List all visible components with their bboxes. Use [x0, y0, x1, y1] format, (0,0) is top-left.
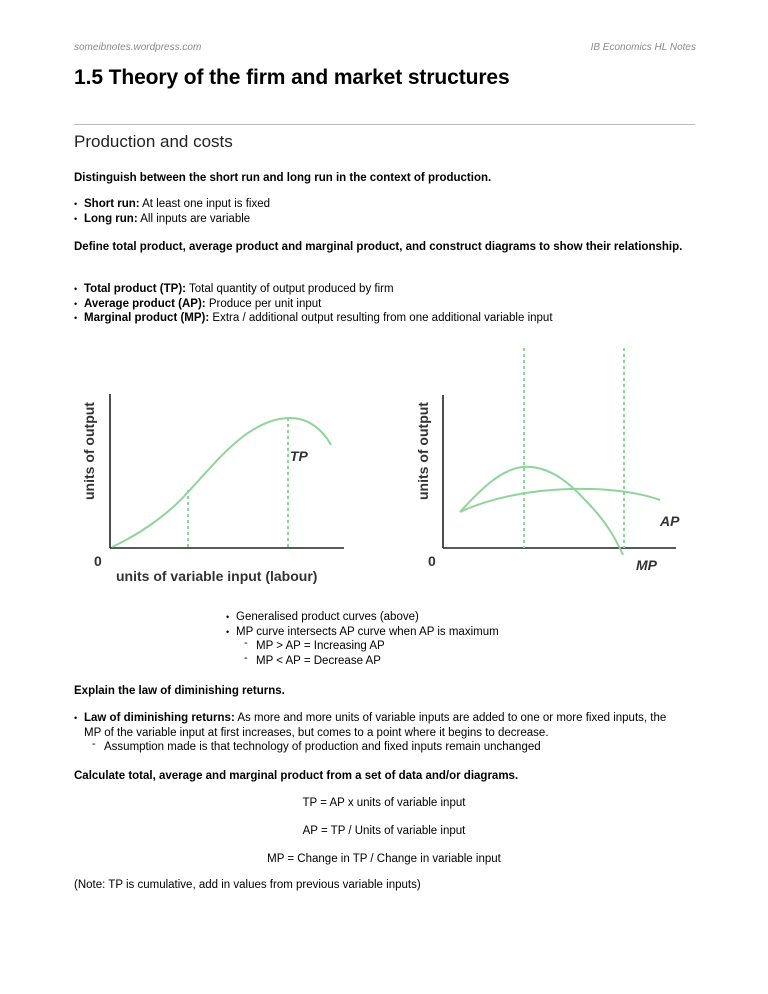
term: Long run: [84, 212, 138, 225]
sub-item: - MP < AP = Decrease AP [226, 654, 499, 669]
law-list [74, 711, 684, 755]
question-product-definitions: Define total product, average product and marginal product, and construct diagrams to show their relationship. [74, 241, 683, 253]
ap-mp-diagram [410, 340, 690, 590]
section-heading: Production and costs [74, 132, 233, 151]
list-item [74, 197, 270, 212]
page-title: 1.5 Theory of the firm and market structures [74, 66, 510, 89]
sub-item: - MP > AP = Increasing AP [226, 639, 499, 654]
question-calculate-products: Calculate total, average and marginal product from a set of data and/or diagrams. [74, 770, 519, 782]
list-item [74, 311, 553, 326]
ap-mp-y-axis-label: units of output [415, 402, 431, 500]
tp-origin-label: 0 [94, 553, 102, 569]
list-item [74, 297, 553, 312]
runs-list [74, 197, 270, 226]
list-item: • Generalised product curves (above) [226, 610, 499, 625]
diagram-notes [226, 610, 499, 668]
tp-note: (Note: TP is cumulative, add in values from previous variable inputs) [74, 879, 421, 891]
definition: All inputs are variable [137, 212, 251, 225]
term: Law of diminishing returns: [84, 712, 235, 724]
sub-item: - Assumption made is that technology of production and fixed inputs remain unchanged [74, 740, 684, 755]
section-divider [74, 124, 695, 125]
formula-mp: MP = Change in TP / Change in variable input [267, 853, 501, 865]
term: Average product (AP): [84, 297, 206, 310]
tp-diagram [78, 340, 358, 590]
tp-curve-label: TP [290, 448, 308, 464]
list-item: • MP curve intersects AP curve when AP is maximum [226, 625, 499, 640]
term: Short run: [84, 198, 140, 210]
ap-mp-axes [443, 395, 676, 548]
tp-x-axis-label: units of variable input (labour) [116, 568, 318, 584]
tp-axes [110, 394, 344, 548]
definition: As more and more units of variable inputs are added to one or more fixed inputs, the MP of the variable input at first increases, but comes to a point where it begins to decrease. [84, 712, 667, 739]
tp-y-axis-label: units of output [81, 402, 97, 500]
notes-label: IB Economics HL Notes [590, 42, 696, 53]
definition: At least one input is fixed [139, 198, 270, 210]
list-item [74, 212, 270, 227]
site-url: someibnotes.wordpress.com [74, 42, 202, 53]
mp-curve [460, 467, 623, 555]
formula-ap: AP = TP / Units of variable input [302, 825, 466, 837]
list-item [74, 711, 684, 740]
formula-tp: TP = AP x units of variable input [302, 797, 466, 809]
question-diminishing-returns: Explain the law of diminishing returns. [74, 685, 285, 697]
question-short-long-run: Distinguish between the short run and long run in the context of production. [74, 172, 492, 184]
products-list [74, 282, 553, 326]
list-item [74, 282, 553, 297]
definition: Total quantity of output produced by firm [186, 283, 394, 295]
ap-curve-label: AP [660, 513, 680, 529]
mp-curve-label: MP [636, 557, 657, 573]
term: Total product (TP): [84, 283, 186, 295]
tp-curve [112, 418, 331, 547]
definition: Produce per unit input [205, 297, 322, 310]
term: Marginal product (MP): [84, 312, 210, 324]
ap-curve [460, 489, 660, 512]
definition: Extra / additional output resulting from one additional variable input [209, 312, 553, 324]
ap-mp-origin-label: 0 [428, 553, 436, 569]
